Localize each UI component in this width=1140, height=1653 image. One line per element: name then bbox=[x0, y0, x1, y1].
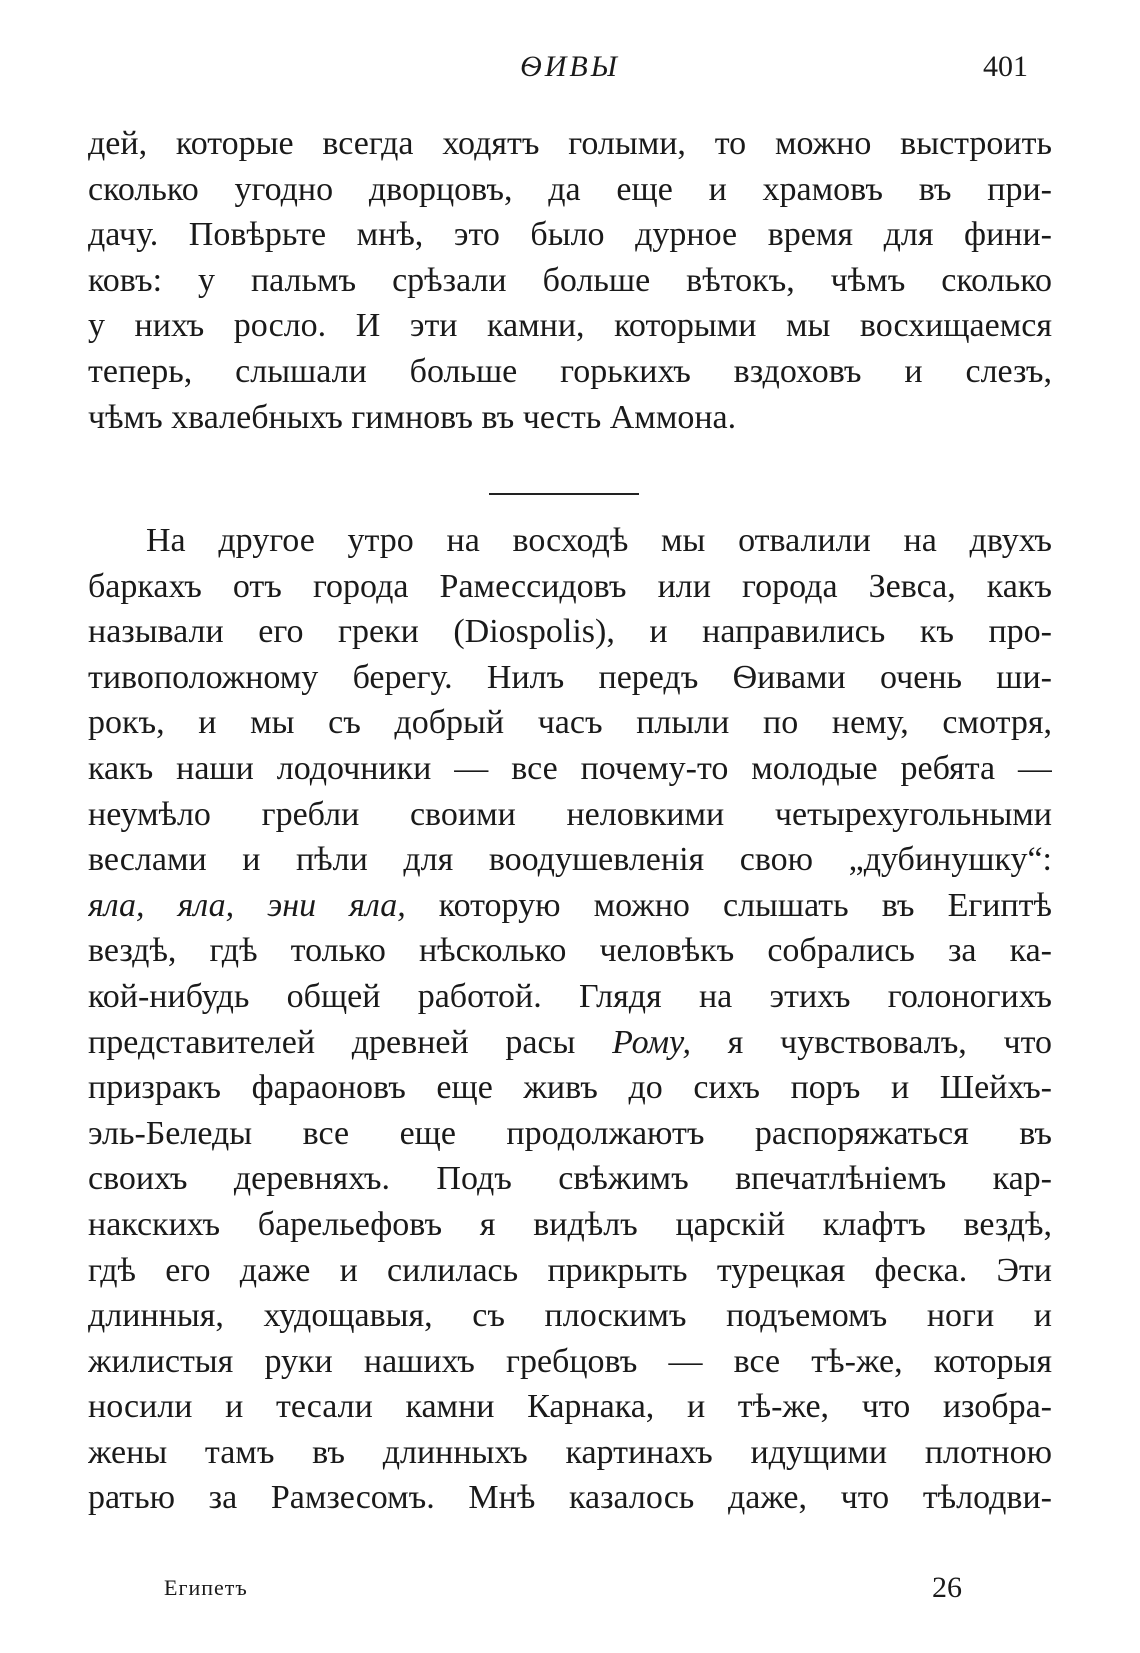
text-line: вездѣ, гдѣ только нѣсколько человѣкъ собрались за ка- bbox=[88, 932, 1052, 970]
text-line: жилистыя руки нашихъ гребцовъ — все тѣ-же, которыя bbox=[88, 1342, 1052, 1380]
text-line: накскихъ барельефовъ я видѣлъ царскій клафтъ вездѣ, bbox=[88, 1205, 1052, 1243]
text-line: теперь, слышали больше горькихъ вздоховъ и слезъ, bbox=[88, 352, 1052, 390]
text-line bbox=[88, 1020, 1052, 1066]
text-line: дачу. Повѣрьте мнѣ, это было дурное время для фини- bbox=[88, 216, 1052, 254]
signature-mark: Египетъ bbox=[164, 1575, 248, 1600]
text-line: жены тамъ въ длинныхъ картинахъ идущими плотною bbox=[88, 1433, 1052, 1471]
text-line: называли его греки (Diospolis), и направились къ про- bbox=[88, 613, 1052, 651]
paragraph-continuation bbox=[88, 121, 1052, 440]
text-line: На другое утро на восходѣ мы отвалили на двухъ bbox=[146, 522, 1052, 559]
text-line: носили и тесали камни Карнака, и тѣ-же, что изобра- bbox=[88, 1388, 1052, 1426]
text-segment: я чувствовалъ, что bbox=[690, 1023, 1052, 1061]
text-line: кой-нибудь общей работой. Глядя на этихъ голоногихъ bbox=[88, 977, 1052, 1015]
text-line: эль-Беледы все еще продолжаютъ распоряжаться въ bbox=[88, 1114, 1052, 1152]
text-segment: которую можно слышать въ Египтѣ bbox=[405, 886, 1052, 924]
page-header bbox=[0, 42, 1140, 92]
text-line: призракъ фараоновъ еще живъ до сихъ поръ и Шейхъ- bbox=[88, 1069, 1052, 1107]
text-line: веслами и пѣли для воодушевленія свою „дубинушку“: bbox=[88, 841, 1052, 879]
running-title: ѲИВЫ bbox=[520, 50, 620, 83]
text-line bbox=[88, 883, 1052, 929]
text-line: тивоположному берегу. Нилъ передъ Ѳивами очень ши- bbox=[88, 658, 1052, 696]
paragraph-main bbox=[88, 518, 1052, 1521]
text-line: сколько угодно дворцовъ, да еще и храмовъ въ при- bbox=[88, 170, 1052, 208]
text-segment: представителей древней расы bbox=[88, 1023, 613, 1061]
page-footer bbox=[0, 1571, 1140, 1615]
text-line: рокъ, и мы съ добрый часъ плыли по нему, смотря, bbox=[88, 704, 1052, 742]
section-separator bbox=[489, 493, 639, 495]
italic-term: Рому, bbox=[612, 1023, 691, 1061]
text-line: гдѣ его даже и силилась прикрыть турецкая феска. Эти bbox=[88, 1251, 1052, 1289]
text-line: какъ наши лодочники — все почему-то молодые ребята — bbox=[88, 749, 1052, 787]
sheet-number: 26 bbox=[932, 1571, 962, 1604]
text-line: ратью за Рамзесомъ. Мнѣ казалось даже, что тѣлодви- bbox=[88, 1479, 1052, 1517]
page-number: 401 bbox=[983, 50, 1028, 83]
text-line: у нихъ росло. И эти камни, которыми мы восхищаемся bbox=[88, 307, 1052, 345]
song-refrain: яла, яла, эни яла, bbox=[88, 886, 406, 924]
text-line: ковъ: у пальмъ срѣзали больше вѣтокъ, чѣмъ сколько bbox=[88, 261, 1052, 299]
text-line: дей, которые всегда ходятъ голыми, то можно выстроить bbox=[88, 125, 1052, 162]
text-line: баркахъ отъ города Рамессидовъ или города Зевса, какъ bbox=[88, 567, 1052, 605]
text-line: неумѣло гребли своими неловкими четырехугольными bbox=[88, 795, 1052, 833]
text-line: своихъ деревняхъ. Подъ свѣжимъ впечатлѣніемъ кар- bbox=[88, 1160, 1052, 1198]
text-line: чѣмъ хвалебныхъ гимновъ въ честь Аммона. bbox=[88, 398, 737, 436]
text-line: длинныя, худощавыя, съ плоскимъ подъемомъ ноги и bbox=[88, 1297, 1052, 1335]
